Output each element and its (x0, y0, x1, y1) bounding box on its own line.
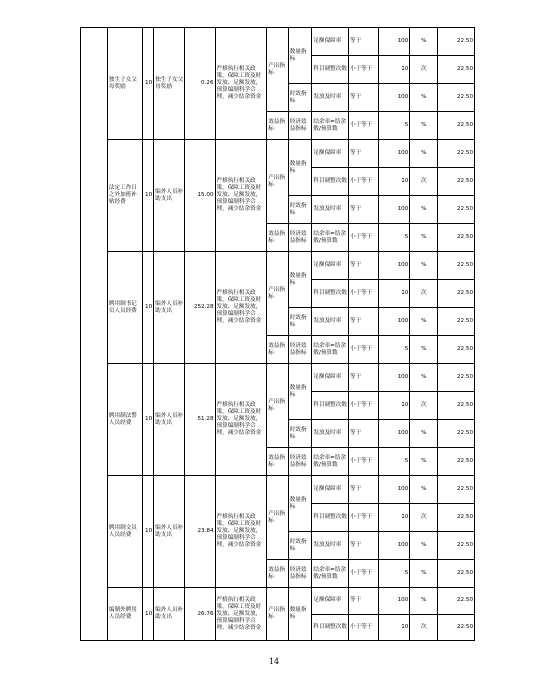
target-value-cell: 10 (379, 168, 410, 196)
operator-cell: 等于 (348, 532, 378, 560)
weight-cell: 22.50 (438, 56, 475, 84)
weight-cell: 22.50 (438, 420, 475, 448)
goal-cell: 严格执行相关政策，保障工资及时发放、足额发放，预算编制科学合理，减少结余资金 (215, 476, 267, 588)
unit-cell: 次 (410, 56, 438, 84)
score-cell: 10 (143, 364, 154, 476)
weight-cell: 22.50 (438, 336, 475, 364)
indicator-name-cell: 结余率=结余数/预算数 (312, 448, 349, 476)
indicator-name-cell: 发放及时率 (312, 308, 349, 336)
operator-cell: 小于等于 (348, 392, 378, 420)
operator-cell: 小于等于 (348, 168, 378, 196)
target-value-cell: 100 (379, 84, 410, 112)
indicator-name-cell: 足额保障率 (312, 140, 349, 168)
table-row (81, 476, 475, 504)
unit-cell: % (410, 476, 438, 504)
operator-cell: 小于等于 (348, 224, 378, 252)
level1-indicator-cell: 效益指标 (267, 448, 289, 476)
level2-indicator-cell: 数量指标 (288, 252, 312, 308)
operator-cell: 小于等于 (348, 112, 378, 140)
weight-cell: 22.50 (438, 168, 475, 196)
category-cell: 编外人员补助支出 (154, 364, 185, 476)
weight-cell: 22.50 (438, 140, 475, 168)
operator-cell: 小于等于 (348, 504, 378, 532)
indicator-name-cell: 发放及时率 (312, 196, 349, 224)
operator-cell: 小于等于 (348, 336, 378, 364)
unit-cell: % (410, 140, 438, 168)
level2-indicator-cell: 经济效益指标 (288, 560, 312, 588)
operator-cell: 等于 (348, 84, 378, 112)
indicator-name-cell: 足额保障率 (312, 252, 349, 280)
weight-cell: 22.50 (438, 28, 475, 56)
target-value-cell: 5 (379, 448, 410, 476)
project-name-cell: 聘用制文员人员经费 (107, 476, 143, 588)
indicator-name-cell: 发放及时率 (312, 420, 349, 448)
weight-cell: 22.50 (438, 588, 475, 615)
operator-cell: 等于 (348, 476, 378, 504)
level2-indicator-cell: 数量指标 (288, 588, 312, 641)
amount-cell: 252.28 (185, 252, 215, 364)
level1-indicator-cell: 效益指标 (267, 560, 289, 588)
project-name-cell: 聘用制法警人员经费 (107, 364, 143, 476)
operator-cell: 小于等于 (348, 56, 378, 84)
goal-cell: 严格执行相关政策，保障工资及时发放、足额发放，预算编制科学合理，减少结余资金 (215, 28, 267, 140)
weight-cell: 22.50 (438, 364, 475, 392)
amount-cell: 15.00 (185, 140, 215, 252)
project-name-cell: 聘用制书记员人员经费 (107, 252, 143, 364)
level1-indicator-cell: 效益指标 (267, 336, 289, 364)
target-value-cell: 5 (379, 112, 410, 140)
amount-cell: 23.84 (185, 476, 215, 588)
weight-cell: 22.50 (438, 532, 475, 560)
operator-cell: 小于等于 (348, 280, 378, 308)
weight-cell: 22.50 (438, 392, 475, 420)
table-row (81, 140, 475, 168)
level2-indicator-cell: 数量指标 (288, 364, 312, 420)
operator-cell: 等于 (348, 28, 378, 56)
weight-cell: 22.50 (438, 476, 475, 504)
indicator-name-cell: 结余率=结余数/预算数 (312, 560, 349, 588)
target-value-cell: 100 (379, 364, 410, 392)
category-cell: 编外人员补助支出 (154, 588, 185, 641)
operator-cell: 等于 (348, 308, 378, 336)
amount-cell: 0.26 (185, 28, 215, 140)
operator-cell: 等于 (348, 364, 378, 392)
target-value-cell: 10 (379, 504, 410, 532)
operator-cell: 等于 (348, 588, 378, 615)
target-value-cell: 10 (379, 56, 410, 84)
goal-cell: 严格执行相关政策，保障工资及时发放、足额发放，预算编制科学合理，减少结余资金 (215, 588, 267, 641)
target-value-cell: 10 (379, 614, 410, 641)
indicator-name-cell: 发放及时率 (312, 532, 349, 560)
goal-cell: 严格执行相关政策，保障工资及时发放、足额发放，预算编制科学合理，减少结余资金 (215, 140, 267, 252)
indicator-name-cell: 科目调整次数 (312, 504, 349, 532)
target-value-cell: 10 (379, 392, 410, 420)
table-row (81, 28, 475, 56)
target-value-cell: 100 (379, 420, 410, 448)
unit-cell: % (410, 308, 438, 336)
operator-cell: 等于 (348, 140, 378, 168)
weight-cell: 22.50 (438, 196, 475, 224)
level2-indicator-cell: 时效指标 (288, 308, 312, 336)
table-row (81, 588, 475, 615)
target-value-cell: 100 (379, 476, 410, 504)
level1-indicator-cell: 效益指标 (267, 112, 289, 140)
unit-cell: % (410, 224, 438, 252)
score-cell: 10 (143, 588, 154, 641)
unit-cell: % (410, 588, 438, 615)
level1-indicator-cell: 产出指标 (267, 140, 289, 224)
indicator-name-cell: 结余率=结余数/预算数 (312, 224, 349, 252)
weight-cell: 22.50 (438, 224, 475, 252)
table-row (81, 364, 475, 392)
category-cell: 编外人员补助支出 (154, 252, 185, 364)
weight-cell: 22.50 (438, 614, 475, 641)
level2-indicator-cell: 经济效益指标 (288, 224, 312, 252)
table-row (81, 252, 475, 280)
operator-cell: 小于等于 (348, 448, 378, 476)
left-blank-cell (81, 28, 108, 641)
score-cell: 10 (143, 252, 154, 364)
level1-indicator-cell: 效益指标 (267, 224, 289, 252)
level2-indicator-cell: 数量指标 (288, 476, 312, 532)
unit-cell: % (410, 112, 438, 140)
unit-cell: % (410, 448, 438, 476)
indicator-name-cell: 科目调整次数 (312, 56, 349, 84)
level1-indicator-cell: 产出指标 (267, 28, 289, 112)
level1-indicator-cell: 产出指标 (267, 364, 289, 448)
weight-cell: 22.50 (438, 252, 475, 280)
operator-cell: 小于等于 (348, 560, 378, 588)
target-value-cell: 5 (379, 560, 410, 588)
target-value-cell: 100 (379, 252, 410, 280)
weight-cell: 22.50 (438, 308, 475, 336)
category-cell: 独生子女父母奖励 (154, 28, 185, 140)
level2-indicator-cell: 数量指标 (288, 140, 312, 196)
level2-indicator-cell: 经济效益指标 (288, 336, 312, 364)
target-value-cell: 5 (379, 336, 410, 364)
page-number: 14 (268, 657, 280, 666)
indicator-name-cell: 发放及时率 (312, 84, 349, 112)
unit-cell: 次 (410, 168, 438, 196)
amount-cell: 51.28 (185, 364, 215, 476)
category-cell: 编外人员补助支出 (154, 140, 185, 252)
weight-cell: 22.50 (438, 448, 475, 476)
unit-cell: % (410, 560, 438, 588)
indicator-name-cell: 足额保障率 (312, 476, 349, 504)
operator-cell: 小于等于 (348, 614, 378, 641)
unit-cell: 次 (410, 280, 438, 308)
indicator-name-cell: 科目调整次数 (312, 614, 349, 641)
indicator-name-cell: 足额保障率 (312, 364, 349, 392)
level2-indicator-cell: 时效指标 (288, 420, 312, 448)
goal-cell: 严格执行相关政策，保障工资及时发放、足额发放，预算编制科学合理，减少结余资金 (215, 364, 267, 476)
unit-cell: % (410, 532, 438, 560)
target-value-cell: 10 (379, 280, 410, 308)
indicator-name-cell: 足额保障率 (312, 28, 349, 56)
level2-indicator-cell: 经济效益指标 (288, 448, 312, 476)
goal-cell: 严格执行相关政策，保障工资及时发放、足额发放，预算编制科学合理，减少结余资金 (215, 252, 267, 364)
unit-cell: % (410, 336, 438, 364)
score-cell: 10 (143, 140, 154, 252)
target-value-cell: 5 (379, 224, 410, 252)
level2-indicator-cell: 经济效益指标 (288, 112, 312, 140)
weight-cell: 22.50 (438, 280, 475, 308)
unit-cell: 次 (410, 504, 438, 532)
unit-cell: % (410, 364, 438, 392)
unit-cell: 次 (410, 614, 438, 641)
project-name-cell: 法定工作日之外加班补贴经费 (107, 140, 143, 252)
score-cell: 10 (143, 476, 154, 588)
operator-cell: 等于 (348, 196, 378, 224)
unit-cell: 次 (410, 392, 438, 420)
target-value-cell: 100 (379, 588, 410, 615)
indicator-name-cell: 足额保障率 (312, 588, 349, 615)
unit-cell: % (410, 28, 438, 56)
indicator-name-cell: 科目调整次数 (312, 168, 349, 196)
target-value-cell: 100 (379, 196, 410, 224)
unit-cell: % (410, 196, 438, 224)
weight-cell: 22.50 (438, 504, 475, 532)
level1-indicator-cell: 产出指标 (267, 588, 289, 641)
level2-indicator-cell: 时效指标 (288, 196, 312, 224)
unit-cell: % (410, 420, 438, 448)
level2-indicator-cell: 时效指标 (288, 84, 312, 112)
target-value-cell: 100 (379, 308, 410, 336)
project-name-cell: 独生子女父母奖励 (107, 28, 143, 140)
indicator-name-cell: 科目调整次数 (312, 392, 349, 420)
amount-cell: 26.76 (185, 588, 215, 641)
level1-indicator-cell: 产出指标 (267, 476, 289, 560)
weight-cell: 22.50 (438, 112, 475, 140)
project-name-cell: 编制外聘用人员经费 (107, 588, 143, 641)
indicator-name-cell: 结余率=结余数/预算数 (312, 112, 349, 140)
score-cell: 10 (143, 28, 154, 140)
weight-cell: 22.50 (438, 560, 475, 588)
operator-cell: 等于 (348, 420, 378, 448)
target-value-cell: 100 (379, 28, 410, 56)
target-value-cell: 100 (379, 140, 410, 168)
indicator-name-cell: 科目调整次数 (312, 280, 349, 308)
performance-table (80, 27, 475, 641)
operator-cell: 等于 (348, 252, 378, 280)
unit-cell: % (410, 252, 438, 280)
level2-indicator-cell: 时效指标 (288, 532, 312, 560)
level2-indicator-cell: 数量指标 (288, 28, 312, 84)
weight-cell: 22.50 (438, 84, 475, 112)
target-value-cell: 100 (379, 532, 410, 560)
level1-indicator-cell: 产出指标 (267, 252, 289, 336)
indicator-name-cell: 结余率=结余数/预算数 (312, 336, 349, 364)
unit-cell: % (410, 84, 438, 112)
category-cell: 编外人员补助支出 (154, 476, 185, 588)
